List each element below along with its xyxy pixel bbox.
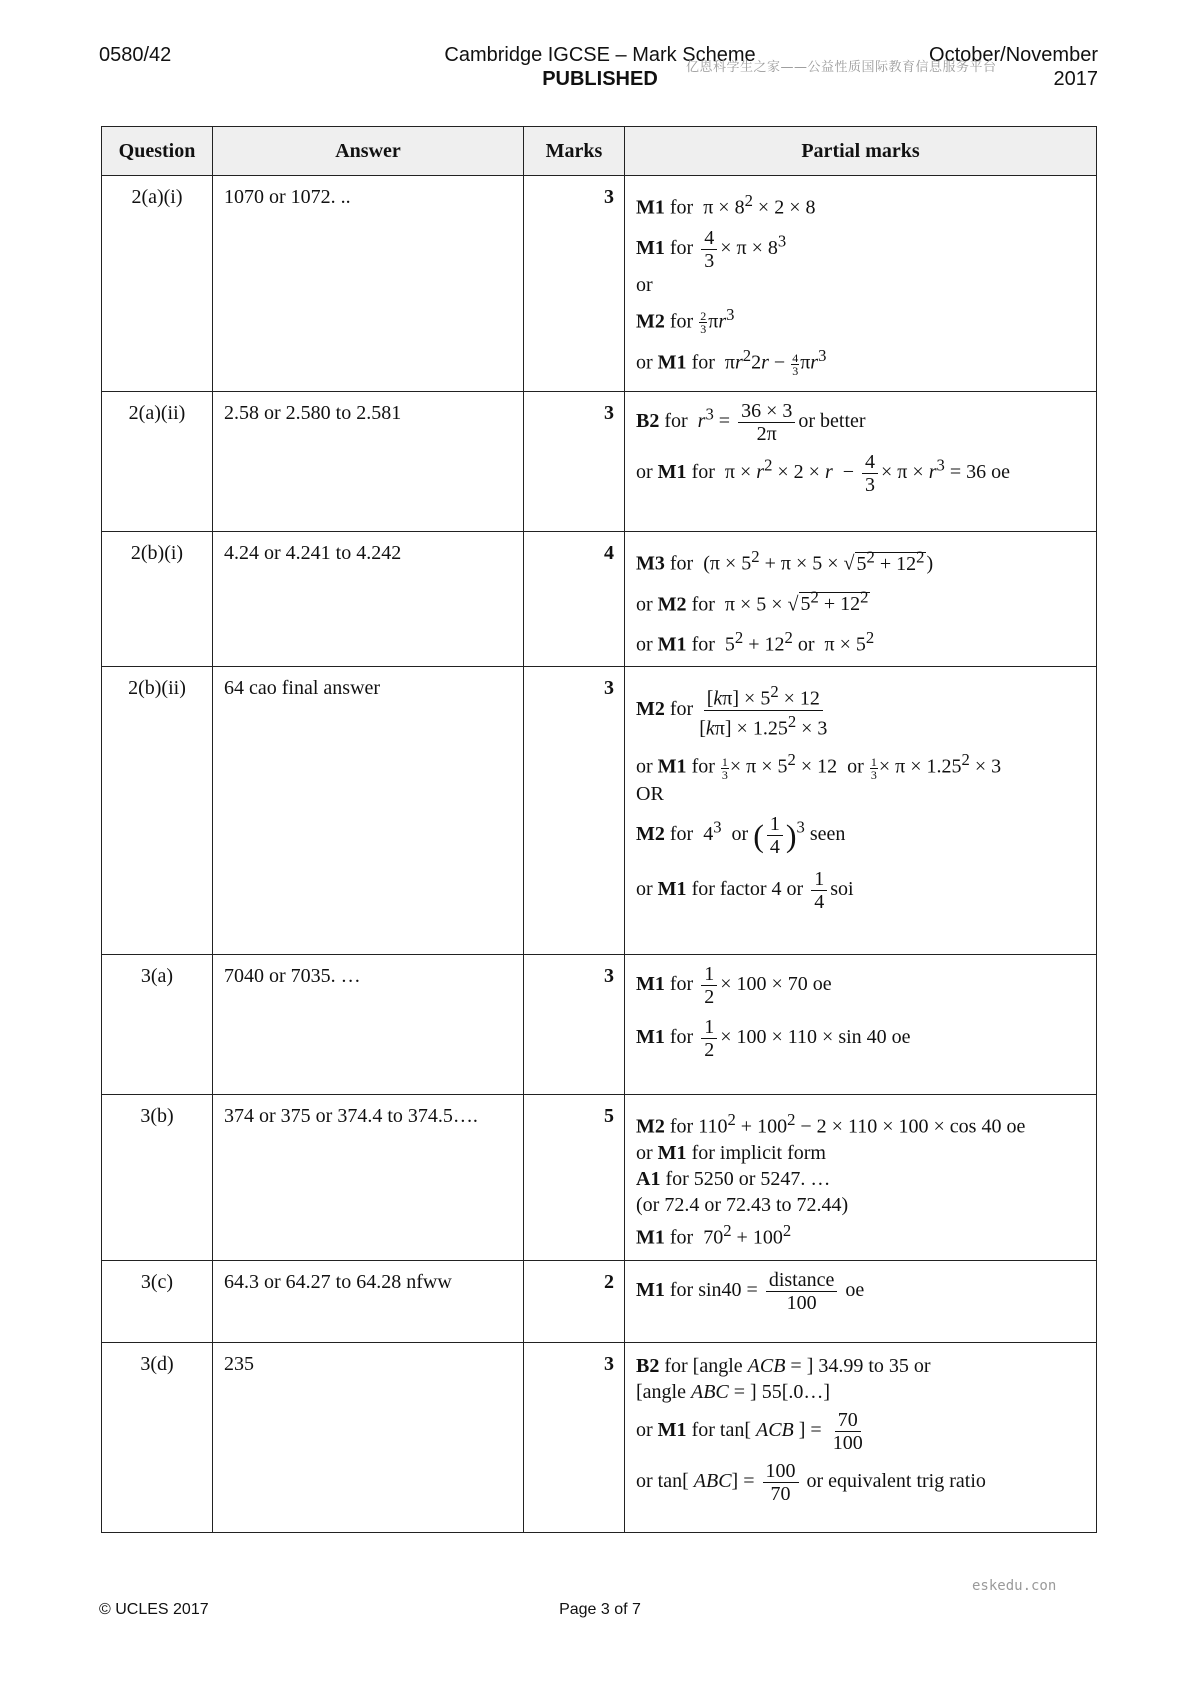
partial-marks-cell: [625, 667, 1097, 955]
partial-line: or M1 for factor 4 or $\frac{1}{4}$ soi: [636, 867, 854, 913]
marks-cell: 3: [524, 1343, 625, 1533]
question-cell: 3(b): [102, 1095, 213, 1261]
partial-line: or M1 for $\frac{1}{3}$ × $\pi \times 5^2 \times 12$ or $\frac{1}{3}$ × $\pi \times 1.25^2 \times 3$: [636, 750, 1002, 782]
partial-line: B2 for $r^3$ = $\frac{36 \times 3}{2\pi}$ or better: [636, 400, 866, 445]
marks-cell: 3: [524, 667, 625, 955]
partial-line: M2 for $\frac{2}{3}$ $\pi r^3$: [636, 304, 735, 337]
question-cell: 3(a): [102, 955, 213, 1095]
partial-marks-cell: [625, 1261, 1097, 1343]
partial-line: or M1 for $\pi r^22r$ − $\frac{4}{3}$ $\pi r^3$: [636, 346, 827, 378]
answer-cell: 1070 or 1072. ..: [213, 176, 524, 392]
partial-line: M3 for ($\pi \times 5^2 + \pi \times 5$ × √ $5^2 + 12^2$ ): [636, 547, 934, 575]
question-cell: 2(a)(ii): [102, 392, 213, 532]
column-header-partial-marks: Partial marks: [625, 127, 1097, 176]
session-year: 2017: [1053, 68, 1098, 90]
partial-marks-cell: [625, 955, 1097, 1095]
partial-line: M1 for $\frac{4}{3}$ × $\pi \times 8^3$: [636, 226, 787, 272]
published-label: PUBLISHED: [542, 68, 658, 90]
question-cell: 2(b)(ii): [102, 667, 213, 955]
partial-line: or M1 for implicit form: [636, 1141, 826, 1164]
partial-line: or M1 for $5^2 + 12^2$ or $\pi \times 5^2$: [636, 628, 875, 656]
partial-line: M2 for $\frac{[k\pi] \times 5^2 \times 12}{[k\pi] \times 1.25^2 \times 3}$: [636, 682, 828, 740]
answer-cell: 64 cao final answer: [213, 667, 524, 955]
answer-cell: 235: [213, 1343, 524, 1533]
partial-line: (or 72.4 or 72.43 to 72.44): [636, 1193, 849, 1216]
partial-line: M1 for sin40 = $\frac{\text{distance}}{100}$ oe: [636, 1269, 865, 1314]
watermark: 亿恩科学生之家——公益性质国际教育信息服务平台: [686, 60, 997, 75]
marks-cell: 5: [524, 1095, 625, 1261]
marks-cell: 3: [524, 392, 625, 532]
title-text: Cambridge IGCSE – Mark Scheme: [444, 44, 756, 66]
question-cell: 3(d): [102, 1343, 213, 1533]
answer-cell: 4.24 or 4.241 to 4.242: [213, 532, 524, 667]
mark-scheme-table: [101, 126, 1097, 1533]
marks-cell: 3: [524, 176, 625, 392]
page-number: Page 3 of 7: [559, 1601, 641, 1618]
paper-code: 0580/42: [99, 44, 172, 66]
partial-marks-cell: [625, 1343, 1097, 1533]
partial-line: M1 for $\frac{1}{2}$ × 100 × 70 oe: [636, 963, 832, 1008]
partial-marks-cell: [625, 176, 1097, 392]
question-cell: 3(c): [102, 1261, 213, 1343]
site-watermark: eskedu.con: [972, 1578, 1057, 1594]
table-row: [102, 176, 1097, 392]
partial-line: B2 for [angle ACB = ] 34.99 to 35 or: [636, 1355, 931, 1377]
partial-line: A1 for 5250 or 5247. …: [636, 1167, 831, 1190]
partial-line: or tan[ ABC] = $\frac{100}{70}$ or equivalent trig ratio: [636, 1460, 986, 1505]
partial-line: or M1 for $\pi \times r^2 \times 2 \times r$ − $\frac{4}{3}$ × $\pi \times r^3 = 36$ oe: [636, 451, 1010, 496]
partial-line: or M2 for π × 5 × √ $5^2 + 12^2$: [636, 587, 869, 616]
partial-line: [angle ABC = ] 55[.0…]: [636, 1381, 831, 1403]
partial-line: OR: [636, 782, 664, 805]
question-cell: 2(b)(i): [102, 532, 213, 667]
partial-marks-cell: [625, 1095, 1097, 1261]
answer-cell: 2.58 or 2.580 to 2.581: [213, 392, 524, 532]
marks-cell: 3: [524, 955, 625, 1095]
partial-line: M2 for $110^2 + 100^2 - 2 \times 110 \times 100 \times \cos 40$ oe: [636, 1110, 1026, 1138]
session-label: October/November: [929, 44, 1098, 66]
column-header-answer: Answer: [213, 127, 524, 176]
partial-line: M1 for $\pi \times 8^2 \times 2 \times 8$: [636, 191, 816, 219]
column-header-marks: Marks: [524, 127, 625, 176]
partial-marks-cell: [625, 532, 1097, 667]
partial-marks-cell: [625, 392, 1097, 532]
answer-cell: 7040 or 7035. …: [213, 955, 524, 1095]
answer-cell: 64.3 or 64.27 to 64.28 nfww: [213, 1261, 524, 1343]
table-header-row: [102, 127, 1097, 176]
partial-line: or: [636, 273, 653, 296]
marks-cell: 2: [524, 1261, 625, 1343]
table-row: [102, 1261, 1097, 1343]
table-row: [102, 1343, 1097, 1533]
column-header-question: Question: [102, 127, 213, 176]
partial-line: M1 for $\frac{1}{2}$ × 100 × 110 × sin 40 oe: [636, 1016, 911, 1061]
marks-cell: 4: [524, 532, 625, 667]
copyright: © UCLES 2017: [99, 1601, 209, 1618]
answer-cell: 374 or 375 or 374.4 to 374.5….: [213, 1095, 524, 1261]
partial-line: M1 for $70^2 + 100^2$: [636, 1220, 792, 1249]
partial-line: or M1 for tan[ ACB ] = $\frac{70}{100}$: [636, 1409, 863, 1454]
table-row: [102, 532, 1097, 667]
table-row: [102, 392, 1097, 532]
table-row: [102, 1095, 1097, 1261]
question-cell: 2(a)(i): [102, 176, 213, 392]
partial-line: M2 for $4^3$ or ( $\frac{1}{4}$ )$^3$ seen: [636, 812, 846, 858]
table-row: [102, 667, 1097, 955]
table-row: [102, 955, 1097, 1095]
